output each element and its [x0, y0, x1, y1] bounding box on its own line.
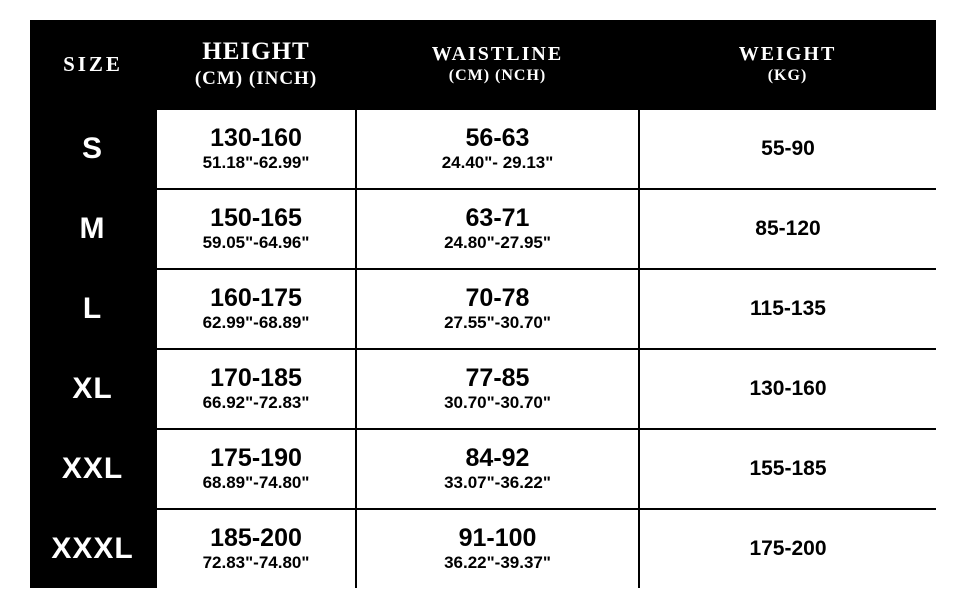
waistline-cell: [356, 429, 639, 509]
table-row: [30, 269, 936, 349]
height-cm-value: 185-200: [210, 524, 302, 553]
table-row: [30, 349, 936, 429]
waistline-inch-value: 33.07"-36.22": [444, 473, 551, 493]
size-cell: [30, 429, 156, 509]
height-inch-value: 68.89"-74.80": [202, 473, 310, 493]
height-inch-value: 66.92"-72.83": [202, 393, 310, 413]
table-row: [30, 509, 936, 588]
height-inch-value: 72.83"-74.80": [202, 553, 310, 573]
weight-cell: 155-185: [639, 429, 936, 509]
waistline-inch-value: 24.80"-27.95": [444, 233, 551, 253]
table-row: [30, 189, 936, 269]
header-size-label: SIZE: [63, 52, 123, 76]
column-header-waistline: [356, 20, 639, 109]
table-row: [30, 429, 936, 509]
height-cell: [156, 189, 356, 269]
size-label: S: [81, 132, 103, 165]
size-label: XXXL: [51, 531, 134, 565]
height-inch-value: 62.99"-68.89": [202, 313, 310, 333]
column-header-weight: [639, 20, 936, 109]
weight-cell: 85-120: [639, 189, 936, 269]
waistline-cm-value: 70-78: [465, 284, 530, 313]
header-height-units: (CM) (INCH): [194, 67, 318, 89]
weight-cell: 115-135: [639, 269, 936, 349]
waistline-cell: [356, 269, 639, 349]
waistline-cm-value: 84-92: [465, 444, 530, 473]
size-cell: [30, 109, 156, 189]
size-chart-container: [30, 20, 936, 579]
waistline-inch-value: 24.40"- 29.13": [441, 153, 554, 173]
header-weight-units: (KG): [767, 66, 808, 84]
height-cm-value: 175-190: [210, 444, 302, 473]
size-label: XL: [72, 372, 113, 405]
waistline-cm-value: 63-71: [465, 204, 530, 233]
weight-cell: 175-200: [639, 509, 936, 588]
waistline-cell: [356, 349, 639, 429]
header-height-label: HEIGHT: [202, 37, 310, 65]
header-waistline-units: (CM) (NCH): [448, 66, 547, 84]
waistline-cm-value: 77-85: [465, 364, 530, 393]
height-inch-value: 51.18"-62.99": [202, 153, 310, 173]
height-cell: [156, 429, 356, 509]
table-header: [30, 20, 936, 109]
waistline-inch-value: 30.70"-30.70": [444, 393, 551, 413]
waistline-cm-value: 91-100: [458, 524, 537, 553]
height-cm-value: 150-165: [210, 204, 302, 233]
waistline-cm-value: 56-63: [465, 124, 530, 153]
waistline-inch-value: 36.22"-39.37": [444, 553, 551, 573]
waistline-cell: [356, 509, 639, 588]
header-weight-label: WEIGHT: [738, 42, 837, 65]
size-cell: [30, 349, 156, 429]
height-cell: [156, 109, 356, 189]
column-header-height: [156, 20, 356, 109]
table-body: [30, 109, 936, 588]
size-cell: [30, 269, 156, 349]
waistline-cell: [356, 109, 639, 189]
height-cm-value: 170-185: [210, 364, 302, 393]
height-cm-value: 130-160: [210, 124, 302, 153]
height-cm-value: 160-175: [210, 284, 302, 313]
table-row: [30, 109, 936, 189]
height-cell: [156, 509, 356, 588]
header-row: [30, 20, 936, 109]
size-label: L: [82, 292, 103, 325]
size-cell: [30, 189, 156, 269]
waistline-cell: [356, 189, 639, 269]
column-header-size: [30, 20, 156, 109]
size-label: M: [79, 212, 106, 245]
weight-cell: 130-160: [639, 349, 936, 429]
waistline-inch-value: 27.55"-30.70": [444, 313, 551, 333]
header-waistline-label: WAISTLINE: [431, 42, 564, 65]
size-chart-table: [30, 20, 936, 588]
weight-cell: 55-90: [639, 109, 936, 189]
size-label: XXL: [61, 452, 124, 485]
size-cell: [30, 509, 156, 588]
height-cell: [156, 269, 356, 349]
height-inch-value: 59.05"-64.96": [202, 233, 310, 253]
height-cell: [156, 349, 356, 429]
